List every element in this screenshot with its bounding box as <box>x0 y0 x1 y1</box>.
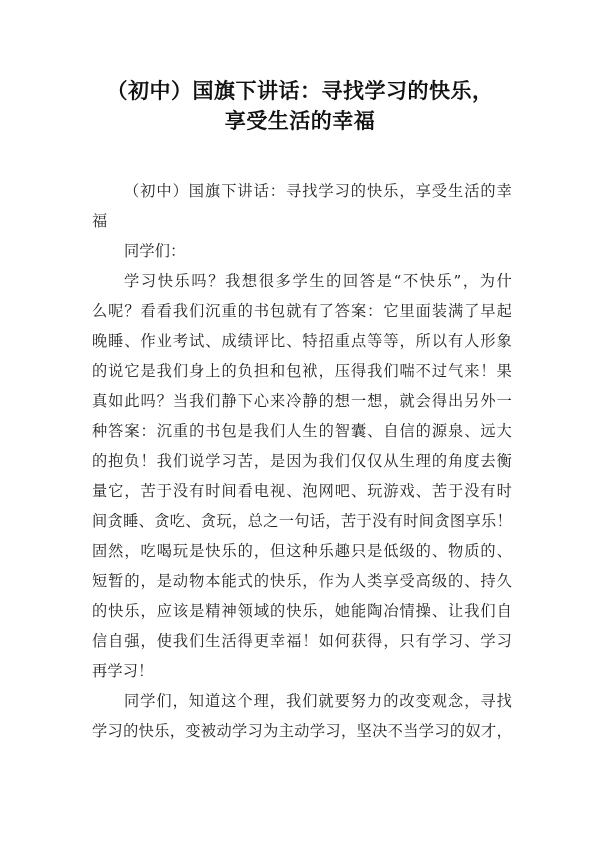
paragraph-1-line: 么呢？看看我们沉重的书包就有了答案：它里面装满了早起 <box>92 302 512 320</box>
paragraph-2-line: 同学们，知道这个理，我们就要努力的改变观念，寻找 <box>124 692 512 710</box>
title-line-2: 享受生活的幸福 <box>224 109 376 133</box>
paragraph-1-line: 量它，苦于没有时间看电视、泡网吧、玩游戏、苦于没有时 <box>92 482 512 500</box>
paragraph-1-line: 固然，吃喝玩是快乐的，但这种乐趣只是低级的、物质的、 <box>92 542 512 560</box>
paragraph-1 <box>92 266 512 686</box>
paragraph-1-line: 的快乐，应该是精神领域的快乐，她能陶冶情操、让我们自 <box>92 602 512 620</box>
paragraph-2 <box>92 686 512 746</box>
paragraph-1-line: 间贪睡、贪吃、贪玩，总之一句话，苦于没有时间贪图享乐！ <box>92 512 512 530</box>
paragraph-1-line: 再学习！ <box>92 662 154 680</box>
paragraph-1-line: 的抱负！我们说学习苦，是因为我们仅仅从生理的角度去衡 <box>92 452 512 470</box>
paragraph-2-line: 学习的快乐，变被动学习为主动学习，坚决不当学习的奴才， <box>92 722 512 740</box>
paragraph-1-line: 信自强，使我们生活得更幸福！如何获得，只有学习、学习 <box>92 632 512 650</box>
subtitle-line-1: （初中）国旗下讲话：寻找学习的快乐，享受生活的幸 <box>124 182 512 200</box>
paragraph-1-line: 学习快乐吗？我想很多学生的回答是“不快乐”，为什 <box>124 272 512 290</box>
subtitle-line-2: 福 <box>92 212 108 230</box>
document-title <box>60 76 540 136</box>
paragraph-1-line: 真如此吗？当我们静下心来冷静的想一想，就会得出另外一 <box>92 392 512 410</box>
title-line-1: （初中）国旗下讲话：寻找学习的快乐， <box>106 79 494 103</box>
document-body <box>92 176 512 746</box>
paragraph-1-line: 的说它是我们身上的负担和包袱，压得我们喘不过气来！果 <box>92 362 512 380</box>
paragraph-1-line: 短暂的，是动物本能式的快乐，作为人类享受高级的、持久 <box>92 572 512 590</box>
paragraph-1-line: 晚睡、作业考试、成绩评比、特招重点等等，所以有人形象 <box>92 332 512 350</box>
paragraph-1-line: 种答案：沉重的书包是我们人生的智囊、自信的源泉、远大 <box>92 422 512 440</box>
salutation: 同学们： <box>124 242 186 260</box>
